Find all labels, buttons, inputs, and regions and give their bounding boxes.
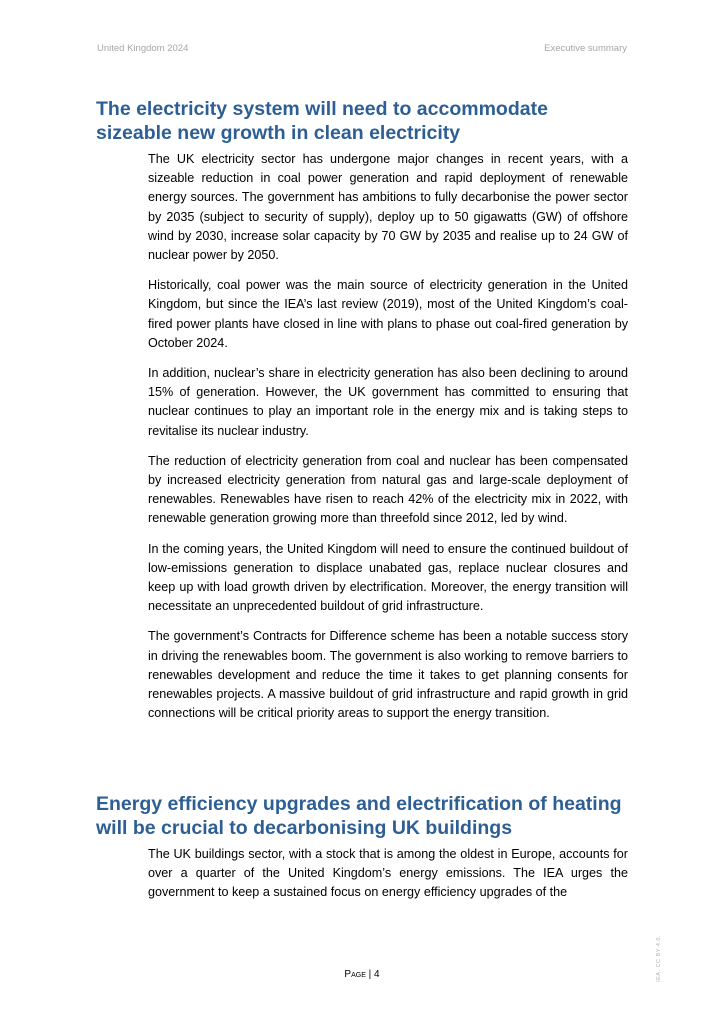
heading-line: sizeable new growth in clean electricity xyxy=(96,122,461,144)
section-body-buildings xyxy=(148,845,628,914)
body-paragraph: Historically, coal power was the main source of electricity generation in the United Kingdom, but since the IEA’s last review (2019), most of the United Kingdom’s coal-fired power plants have closed in line with plans to phase out coal-fired generation by October 2024. xyxy=(148,278,628,350)
page-separator: | xyxy=(365,969,375,980)
page-footer xyxy=(0,969,724,980)
heading-line: The electricity system will need to accommodate xyxy=(96,98,548,120)
body-paragraph: In addition, nuclear’s share in electricity generation has also been declining to around 15% of generation. However, the UK government has committed to ensuring that nuclear continues to play an important role in the energy mix and is taking steps to revitalise its nuclear industry. xyxy=(148,366,628,438)
section-heading-electricity xyxy=(96,97,636,145)
body-paragraph: The UK electricity sector has undergone major changes in recent years, with a sizeable reduction in coal power generation and rapid deployment of renewable energy sources. The government has ambitions to fully decarbonise the power sector by 2035 (subject to security of supply), deploy up to 50 gigawatts (GW) of offshore wind by 2030, increase solar capacity by 70 GW by 2035 and realise up to 24 GW of nuclear power by 2050. xyxy=(148,152,628,263)
body-paragraph: The reduction of electricity generation from coal and nuclear has been compensated by increased electricity generation from natural gas and large-scale deployment of renewables. Renewables have risen to reach 42% of the electricity mix in 2022, with renewable generation growing more than threefold since 2012, led by wind. xyxy=(148,453,628,526)
section-body-electricity xyxy=(148,150,628,734)
running-header-title: United Kingdom 2024 xyxy=(97,43,189,54)
body-paragraph: The government’s Contracts for Difference scheme has been a notable success story in driving the renewables boom. The government is also working to remove barriers to renewables development and reduce the time it takes to get planning consents for renewables projects. A massive buildout of grid infrastructure and rapid growth in grid connections will be critical priority areas to support the energy transition. xyxy=(148,629,628,721)
body-paragraph: The UK buildings sector, with a stock that is among the oldest in Europe, accounts for over a quarter of the United Kingdom’s energy emissions. The IEA urges the government to keep a sustained focus on energy efficiency upgrades of the xyxy=(148,847,628,900)
section-heading-buildings xyxy=(96,792,636,840)
heading-line: Energy efficiency upgrades and electrification of heating xyxy=(96,793,622,815)
page-label: Page xyxy=(344,969,366,980)
running-header-section: Executive summary xyxy=(544,43,627,54)
license-notice: IEA. CC BY 4.0. xyxy=(656,935,662,982)
heading-line: will be crucial to decarbonising UK buildings xyxy=(96,817,513,839)
page-number: 4 xyxy=(374,969,380,980)
body-paragraph: In the coming years, the United Kingdom will need to ensure the continued buildout of low-emissions generation to displace unabated gas, replace nuclear closures and keep up with load growth driven by electrification. Moreover, the energy transition will necessitate an unprecedented buildout of grid infrastructure. xyxy=(148,541,628,614)
